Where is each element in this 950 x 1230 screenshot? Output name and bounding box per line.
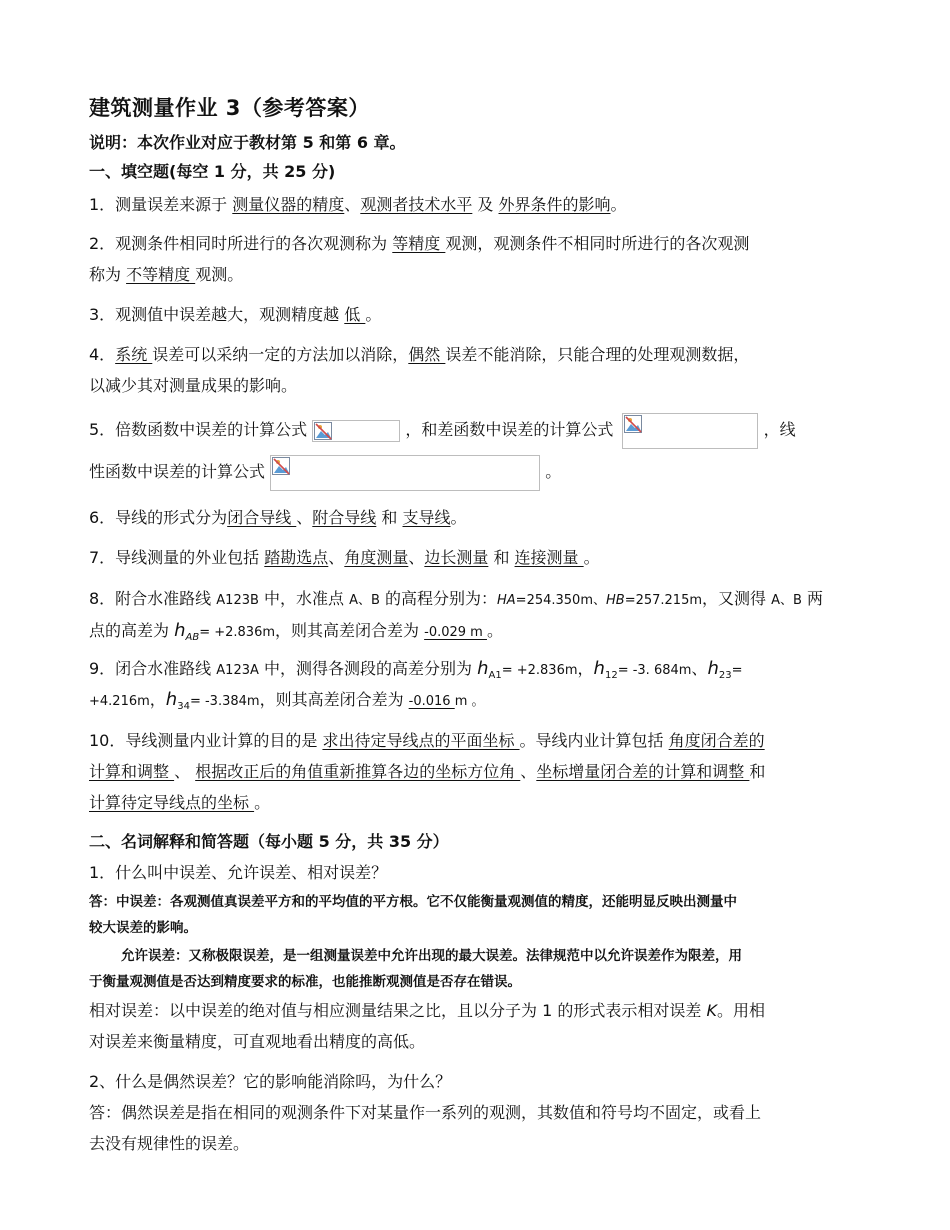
answer: 求出待定导线点的平面坐标 (322, 731, 520, 750)
sum-difference-function-formula-image (622, 413, 758, 449)
answer: 踏勘选点 (264, 548, 329, 567)
fill-question-4-line2: 以减少其对测量成果的影响。 (89, 376, 298, 395)
fill-question-7: 7．导线测量的外业包括 踏勘选点、角度测量、边长测量 和 连接测量 。 (89, 548, 600, 567)
fill-question-3: 3．观测值中误差越大，观测精度越 低 。 (89, 305, 382, 324)
fill-question-10-line3: 计算待定导线点的坐标 。 (89, 793, 271, 812)
answer-1-relative-error-line2: 对误差来衡量精度，可直观地看出精度的高低。 (89, 1032, 426, 1051)
answer-2-line1: 答：偶然误差是指在相同的观测条件下对某量作一系列的观测，其数值和符号均不固定，或看上 (89, 1103, 762, 1122)
answer: 不等精度 (126, 265, 196, 284)
answer: 边长测量 (424, 548, 489, 567)
answer-2-line2: 去没有规律性的误差。 (89, 1134, 250, 1153)
broken-image-icon (314, 422, 333, 441)
answer: 连接测量 (514, 548, 584, 567)
linear-function-formula-image (270, 455, 540, 491)
answer: 附合导线 (312, 508, 377, 527)
section1-heading: 一、填空题(每空 1 分，共 25 分) (89, 162, 336, 181)
fill-question-9-line2: +4.216m，$h_{34}= -3.384m$，则其高差闭合差为 -0.016 m 。 (89, 689, 485, 713)
answer-1-standard-error-line2: 较大误差的影响。 (89, 920, 197, 936)
fill-question-8-line1: 8．附合水准路线 A123B 中，水准点 A、B 的高程分别为：HA=254.350m、HB=257.215m，又测得 A、B 两 (89, 589, 824, 608)
answer: -0.029 m (424, 625, 487, 640)
broken-image-icon (272, 457, 291, 476)
short-answer-question-1: 1．什么叫中误差、允许误差、相对误差？ (89, 863, 388, 882)
fill-question-5-line1: 5．倍数函数中误差的计算公式 ，和差函数中误差的计算公式 ，线 (89, 412, 796, 448)
answer-1-allowable-error-line1: 允许误差：又称极限误差，是一组测量误差中允许出现的最大误差。法律规范中以允许误差作为限差，用 (121, 948, 742, 964)
answer-1-allowable-error-line2: 于衡量观测值是否达到精度要求的标准，也能推断观测值是否存在错误。 (89, 974, 521, 990)
fill-question-2-line1: 2．观测条件相同时所进行的各次观测称为 等精度 观测，观测条件不相同时所进行的各次观测 (89, 234, 750, 253)
fill-question-4-line1: 4．系统 误差可以采纳一定的方法加以消除，偶然 误差不能消除，只能合理的处理观测数据， (89, 345, 750, 364)
section2-heading: 二、名词解释和简答题（每小题 5 分，共 35 分） (89, 832, 449, 851)
answer-1-relative-error-line1: 相对误差：以中误差的绝对值与相应测量结果之比，且以分子为 1 的形式表示相对误差 K。用相 (89, 1001, 765, 1020)
fill-question-8-line2: 点的高差为 $h_{AB}= +2.836m$，则其高差闭合差为 -0.029 m 。 (89, 620, 503, 644)
fill-question-10-line2: 计算和调整 、 根据改正后的角值重新推算各边的坐标方位角 、坐标增量闭合差的计算和调整 和 (89, 762, 766, 781)
fill-question-1: 1．测量误差来源于 测量仪器的精度、观测者技术水平 及 外界条件的影响。 (89, 195, 627, 214)
document-title: 建筑测量作业 3（参考答案） (89, 96, 370, 120)
answer: 坐标增量闭合差的计算和调整 (536, 762, 750, 781)
answer: 角度测量 (344, 548, 409, 567)
answer: 低 (344, 305, 366, 324)
answer: 计算待定导线点的坐标 (89, 793, 255, 812)
answer: 测量仪器的精度 (232, 195, 345, 214)
answer: 计算和调整 (89, 762, 175, 781)
answer: 闭合导线 (227, 508, 297, 527)
broken-image-icon (624, 415, 643, 434)
multiple-function-formula-image (312, 420, 400, 442)
fill-question-5-line2: 性函数中误差的计算公式 。 (89, 454, 561, 490)
assignment-note: 说明：本次作业对应于教材第 5 和第 6 章。 (89, 133, 406, 152)
answer: 角度闭合差的 (668, 731, 765, 750)
fill-question-2-line2: 称为 不等精度 观测。 (89, 265, 244, 284)
answer: 等精度 (392, 234, 446, 253)
answer: 观测者技术水平 (360, 195, 473, 214)
answer-1-standard-error-line1: 答：中误差：各观测值真误差平方和的平均值的平方根。它不仅能衡量观测值的精度，还能明显反映出测量中 (89, 894, 737, 910)
answer: 根据改正后的角值重新推算各边的坐标方位角 (195, 762, 521, 781)
answer: 偶然 (408, 345, 446, 364)
fill-question-9-line1: 9．闭合水准路线 A123A 中，测得各测段的高差分别为 $h_{A1}= +2.836m$，$h_{12}= -3$. 684m、$h_{23}=$ (89, 658, 743, 682)
answer: 外界条件的影响 (498, 195, 611, 214)
answer: 支导线 (402, 508, 451, 527)
answer: -0.016 (408, 694, 455, 709)
short-answer-question-2: 2、什么是偶然误差？它的影响能消除吗，为什么？ (89, 1072, 452, 1091)
fill-question-10-line1: 10．导线测量内业计算的目的是 求出待定导线点的平面坐标 。导线内业计算包括 角度闭合差的 (89, 731, 765, 750)
fill-question-6: 6．导线的形式分为闭合导线 、附合导线 和 支导线。 (89, 508, 467, 527)
answer: 系统 (115, 345, 153, 364)
